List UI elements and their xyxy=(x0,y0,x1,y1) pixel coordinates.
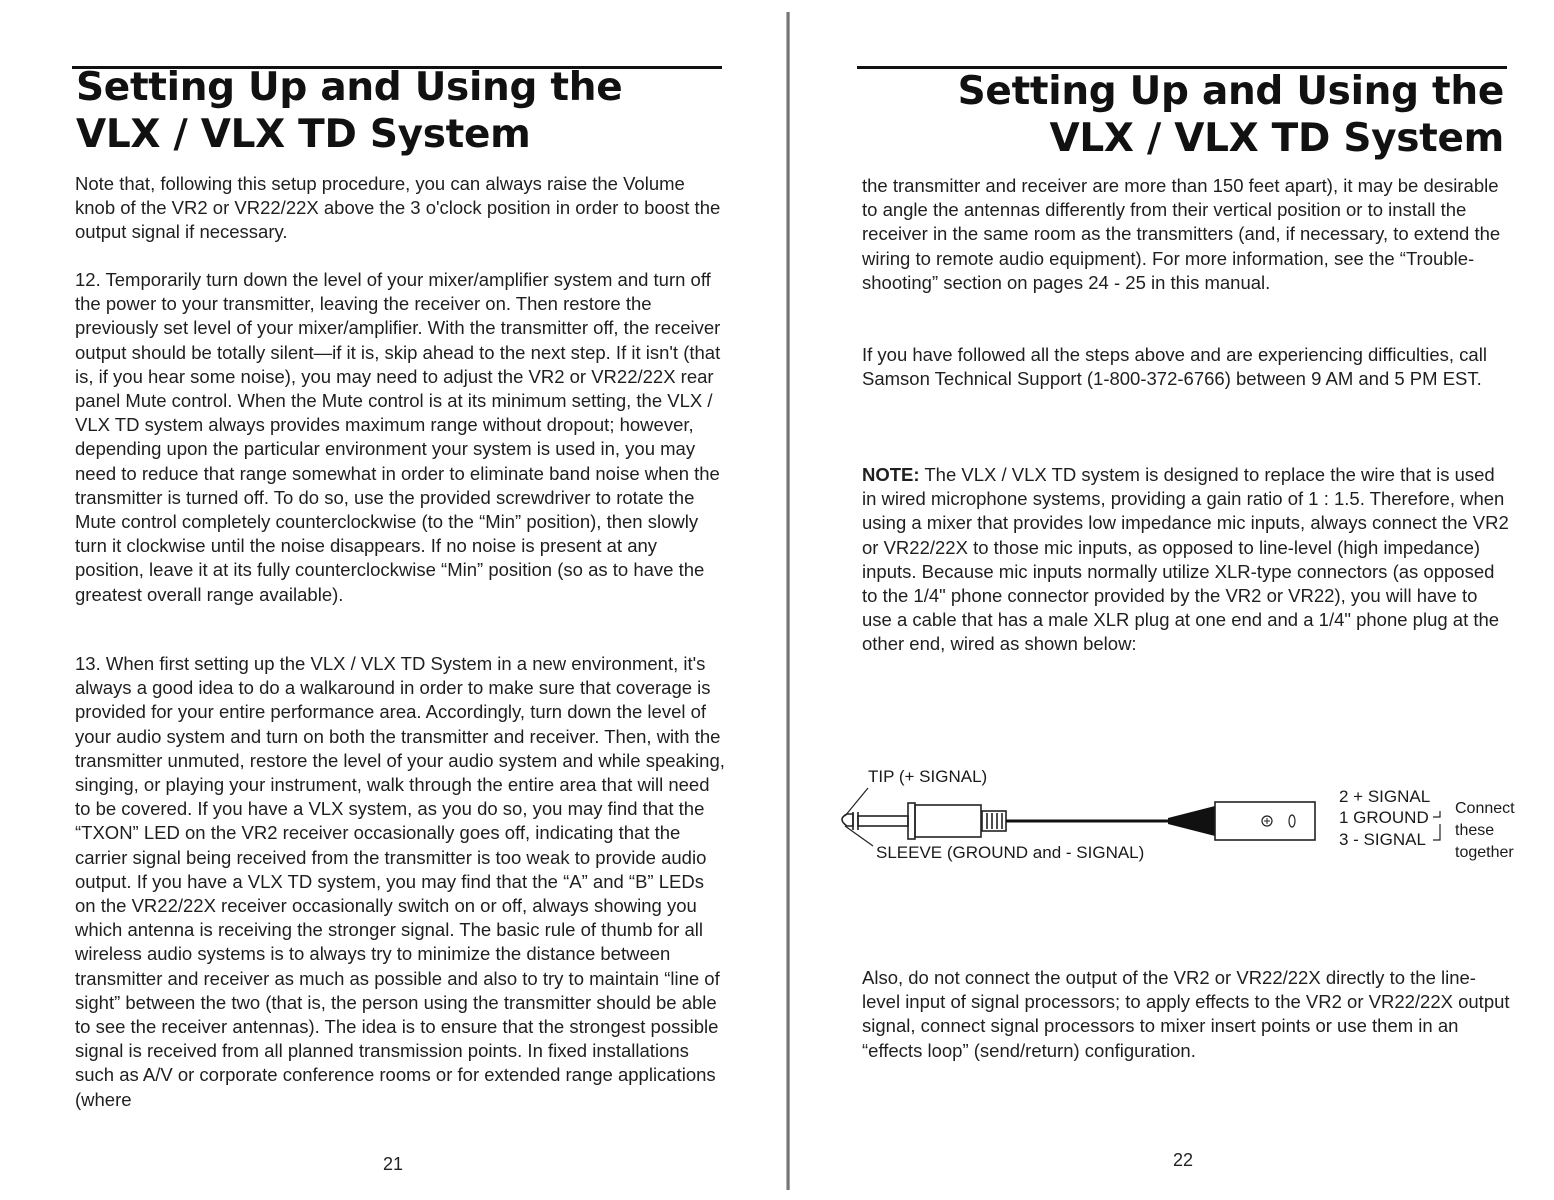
title-line-1: Setting Up and Using the xyxy=(76,65,623,110)
phone-plug-icon xyxy=(842,803,1006,839)
pin-3-label: 3 - SIGNAL xyxy=(1339,830,1426,849)
tip-label: TIP (+ SIGNAL) xyxy=(868,767,988,786)
connect-label-1: Connect xyxy=(1455,800,1515,817)
xlr-plug-icon xyxy=(1168,802,1315,840)
page-title xyxy=(76,64,622,158)
page-number: 21 xyxy=(383,1154,404,1174)
signal-bracket xyxy=(1433,824,1440,840)
paragraph-intro: Note that, following this setup procedure, you can always raise the Volume knob of the VR2 or VR22/22X above the 3 o'clock position in order to boost the output signal if necessary. xyxy=(75,173,721,243)
paragraph-note xyxy=(862,463,1512,657)
paragraph-support: If you have followed all the steps above and are experiencing difficulties, call Samson Technical Support (1-800-372-6766) between 9 AM and 5 PM EST. xyxy=(862,344,1487,390)
tip-leader-line xyxy=(845,788,868,816)
sleeve-leader-line xyxy=(845,826,873,846)
paragraph-effects: Also, do not connect the output of the VR2 or VR22/22X directly to the line-level input of signal processors; to apply effects to the VR2 or VR22/22X output signal, connect signal processors to mixer insert points or use them in an “effects loop” (send/return) configuration. xyxy=(862,967,1510,1061)
paragraph-continued: the transmitter and receiver are more than 150 feet apart), it may be desirable to angle the antennas differently from their vertical position or to install the receiver in the same room as the transmitters (and, if necessary, to extend the wiring to remote audio equipment). For more information, see the “Trouble-shooting” section on pages 24 - 25 in this manual. xyxy=(862,175,1501,293)
pin-2-label: 2 + SIGNAL xyxy=(1339,787,1431,806)
note-label: NOTE: xyxy=(862,464,920,485)
sleeve-label: SLEEVE (GROUND and - SIGNAL) xyxy=(876,843,1145,862)
right-page xyxy=(795,0,1554,1200)
paragraph-step-12: 12. Temporarily turn down the level of your mixer/amplifier system and turn off the power to your transmitter, leaving the receiver on. Then restore the previously set level of your mixer/amplifier. With the transmitter off, the receiver output should be totally silent—if it is, skip ahead to the next step. If it isn't (that is, if you hear some noise), you may need to adjust the VR2 or VR22/22X rear panel Mute control. When the Mute control is at its minimum setting, the VLX / VLX TD system always provides maximum range without dropout; however, depending upon the particular environment your system is used in, you may need to reduce that range somewhat in order to eliminate band noise when the transmitter is turned off. To do so, use the provided screwdriver to rotate the Mute control completely counterclockwise (to the “Min” position), then slowly turn it clockwise until the noise disappears. If no noise is present at any position, leave it at its fully counterclockwise “Min” position (so as to have the greatest overall range available). xyxy=(75,269,721,605)
title-line-2: VLX / VLX TD System xyxy=(76,112,531,157)
connect-label-3: together xyxy=(1455,844,1514,861)
title-line-2: VLX / VLX TD System xyxy=(1049,116,1504,161)
title-line-1: Setting Up and Using the xyxy=(957,69,1504,114)
page-number: 22 xyxy=(1173,1150,1194,1170)
ground-bracket xyxy=(1433,811,1440,817)
paragraph-step-13: 13. When first setting up the VLX / VLX TD System in a new environment, it's always a good idea to do a walkaround in order to make sure that coverage is provided for your entire performance area. Accordingly, turn down the level of your audio system and turn on both the transmitter and receiver. Then, with the transmitter unmuted, restore the level of your audio system and while speaking, singing, or playing your instrument, walk through the entire area that will need to be covered. If you have a VLX system, as you do so, you may find that the “TXON” LED on the VR2 receiver occasionally goes off, indicating that the carrier signal being received from the transmitter is too weak to provide audio output. If you have a VLX TD system, you may find that the “A” and “B” LEDs on the VR22/22X receiver occasionally switch on or off, always showing you which antenna is receiving the stronger signal. The basic rule of thumb for all wireless audio systems is to always try to minimize the distance between transmitter and receiver as much as possible and also to try to maintain “line of sight” between the two (that is, the person using the transmitter should be able to see the receiver antennas). The idea is to ensure that the strongest possible signal is received from all planned transmission points. In fixed installations such as A/V or corporate conference rooms or for extended range applications (where xyxy=(75,653,725,1110)
page-title xyxy=(958,68,1504,162)
note-text: The VLX / VLX TD system is designed to replace the wire that is used in wired microphone systems, providing a gain ratio of 1 : 1.5. Therefore, when using a mixer that provides low impedance mic inputs, always connect the VR2 or VR22/22X to those mic inputs, as opposed to line-level (high impedance) inputs. Because mic inputs normally utilize XLR-type connectors (as opposed to the 1/4" phone connector provided by the VR2 or VR22), you will have to use a cable that has a male XLR plug at one end and a 1/4" phone plug at the other end, wired as shown below: xyxy=(862,464,1509,655)
book-spine xyxy=(786,12,790,1190)
pin-1-label: 1 GROUND xyxy=(1339,808,1429,827)
cable-wiring-diagram xyxy=(825,760,1530,880)
connect-label-2: these xyxy=(1455,822,1495,839)
